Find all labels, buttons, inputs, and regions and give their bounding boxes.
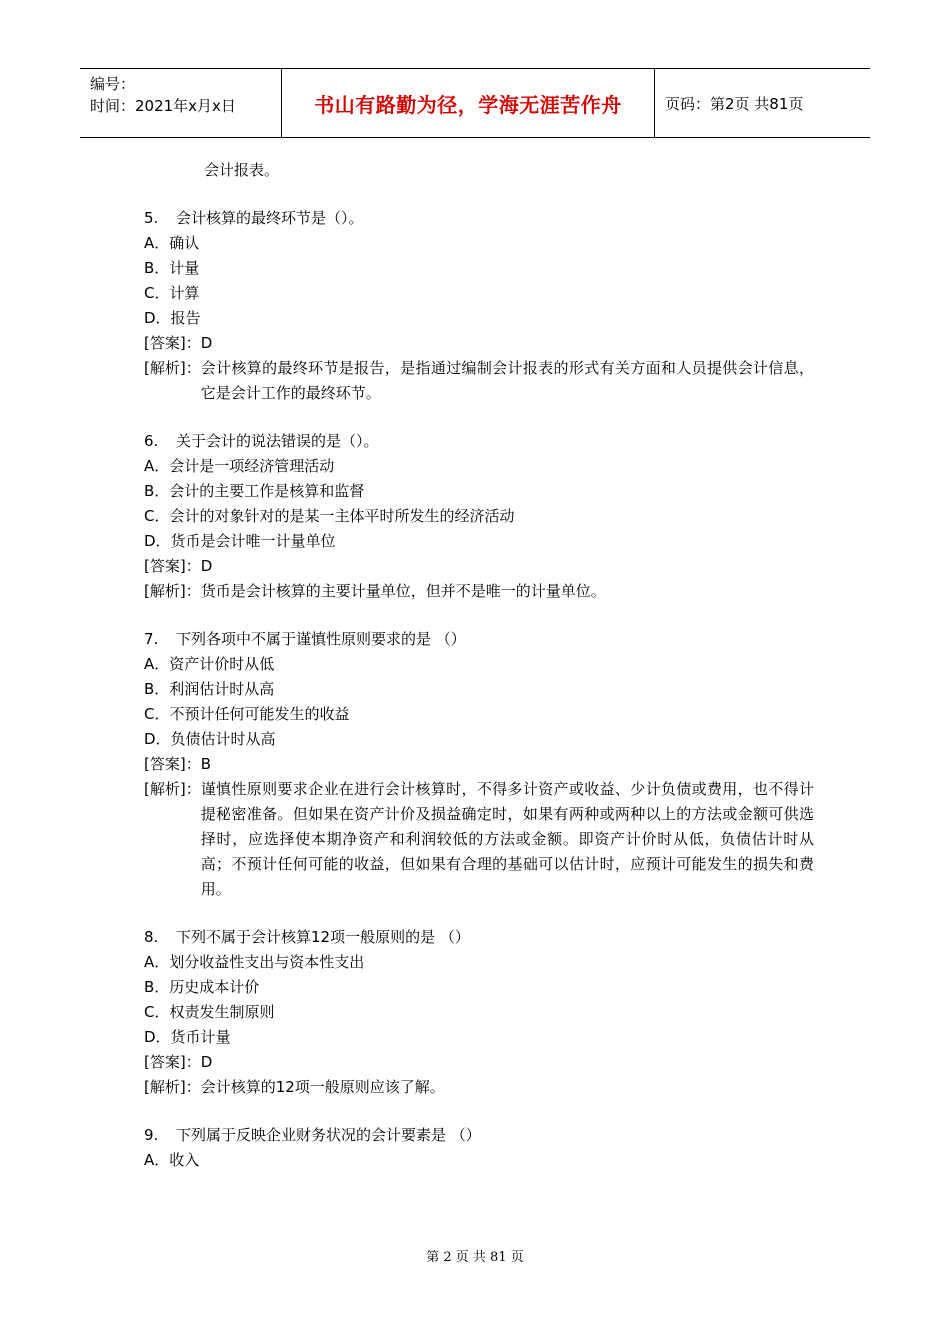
- page-indicator: 页码：第2页 共81页: [665, 94, 804, 113]
- intro-line: 会计报表。: [204, 161, 280, 179]
- number-label: 编号：: [90, 75, 136, 93]
- analysis-label: [解析]：: [144, 780, 201, 798]
- answer: [答案]：B: [144, 755, 211, 773]
- analysis-text: 谨慎性原则要求企业在进行会计核算时，不得多计资产或收益、少计负债或费用，也不得计提秘密准备。但如果在资产计价及损益确定时，如果有两种或两种以上的方法或金额可供选择时，应选择使本期净资产和利润较低的方法或金额。即资产计价时从低，负债估计时从高；不预计任何可能的收益，但如果有合理的基础可以估计时，应预计可能发生的损失和费用。: [200, 780, 814, 898]
- analysis-text: 会计核算的12项一般原则应该了解。: [200, 1078, 445, 1096]
- time-label: 时间：2021年x月x日: [90, 97, 236, 115]
- header-page-cell: [655, 69, 870, 137]
- question-text: 7. 下列各项中不属于谨慎性原则要求的是 （）: [144, 630, 466, 648]
- question-block: [144, 1123, 824, 1173]
- option-d: D．货币是会计唯一计量单位: [144, 532, 336, 550]
- analysis: [144, 1075, 824, 1100]
- option-c: C．权责发生制原则: [144, 1003, 275, 1021]
- option-d: D．报告: [144, 309, 201, 327]
- option-a: A．划分收益性支出与资本性支出: [144, 953, 365, 971]
- option-a: A．资产计价时从低: [144, 655, 275, 673]
- answer: [答案]：D: [144, 557, 213, 575]
- analysis-label: [解析]：: [144, 582, 201, 600]
- answer: [答案]：D: [144, 1053, 213, 1071]
- document-body: [144, 158, 824, 1173]
- analysis-text: 货币是会计核算的主要计量单位，但并不是唯一的计量单位。: [200, 582, 606, 600]
- question-block: [144, 925, 824, 1100]
- analysis-text: 会计核算的最终环节是报告，是指通过编制会计报表的形式有关方面和人员提供会计信息，它是会计工作的最终环节。: [200, 359, 814, 402]
- option-a: A．收入: [144, 1151, 200, 1169]
- option-a: A．会计是一项经济管理活动: [144, 457, 335, 475]
- option-c: C．计算: [144, 284, 200, 302]
- answer: [答案]：D: [144, 334, 213, 352]
- question-text: 5. 会计核算的最终环节是（）。: [144, 209, 364, 227]
- option-a: A．确认: [144, 234, 200, 252]
- question-text: 8. 下列不属于会计核算12项一般原则的是 （）: [144, 928, 470, 946]
- page-header: [80, 68, 870, 138]
- question-block: [144, 627, 824, 902]
- option-c: C．会计的对象针对的是某一主体平时所发生的经济活动: [144, 507, 515, 525]
- question-text: 6. 关于会计的说法错误的是（）。: [144, 432, 379, 450]
- analysis: [144, 579, 824, 604]
- page-footer: 第 2 页 共 81 页: [426, 1250, 524, 1265]
- option-b: B．历史成本计价: [144, 978, 260, 996]
- analysis: [144, 777, 824, 902]
- analysis-label: [解析]：: [144, 1078, 201, 1096]
- motto: 书山有路勤为径，学海无涯苦作舟: [314, 92, 622, 117]
- question-block: [144, 206, 824, 406]
- question-text: 9. 下列属于反映企业财务状况的会计要素是 （）: [144, 1126, 481, 1144]
- option-b: B．计量: [144, 259, 200, 277]
- header-motto-cell: [282, 69, 655, 137]
- question-block: [144, 429, 824, 604]
- option-b: B．会计的主要工作是核算和监督: [144, 482, 365, 500]
- analysis: [144, 356, 824, 406]
- option-d: D．货币计量: [144, 1028, 231, 1046]
- option-d: D．负债估计时从高: [144, 730, 276, 748]
- analysis-label: [解析]：: [144, 359, 201, 377]
- header-meta: [80, 69, 282, 137]
- option-c: C．不预计任何可能发生的收益: [144, 705, 350, 723]
- option-b: B．利润估计时从高: [144, 680, 275, 698]
